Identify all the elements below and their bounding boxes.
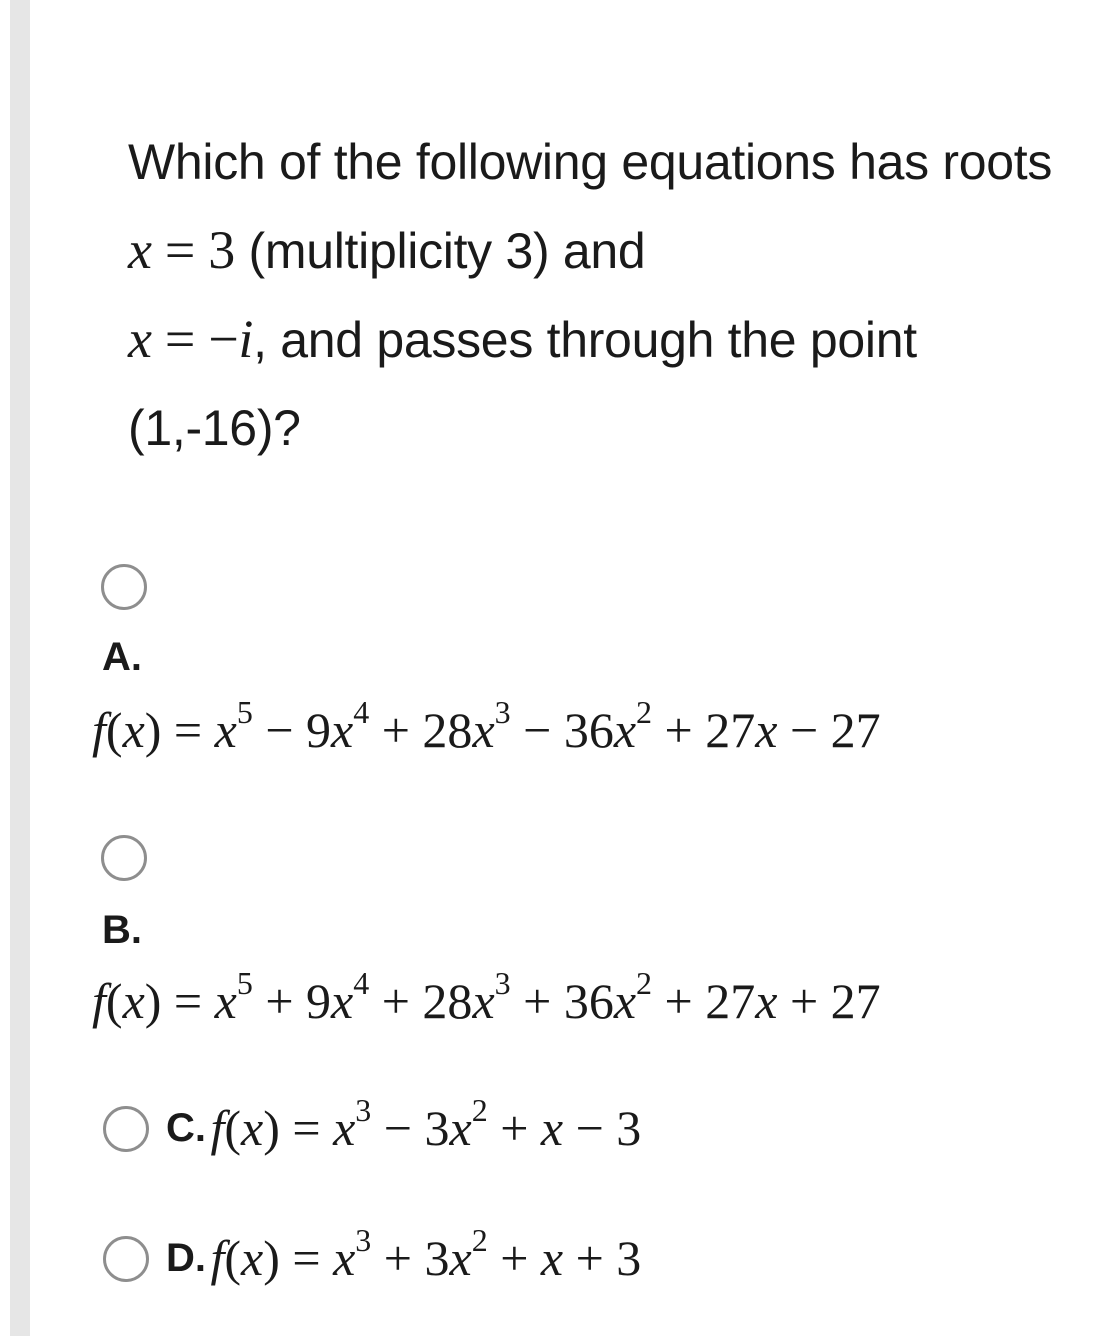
- root1-math: [128, 220, 235, 280]
- option-d-radio[interactable]: [103, 1236, 149, 1282]
- question-part-1: Which of the following equations has roots: [128, 134, 1053, 190]
- option-b-letter: B.: [102, 908, 142, 952]
- question-text: [128, 118, 1088, 472]
- option-a-letter: A.: [102, 635, 142, 679]
- question-part-2: (multiplicity 3) and: [234, 223, 646, 279]
- root2-variable: x: [128, 309, 152, 369]
- option-c-letter: C.: [166, 1106, 206, 1150]
- option-d-row[interactable]: [166, 1222, 642, 1288]
- option-b-formula[interactable]: $f(x) = x^5 + 9x^4 + 28x^3 + 36x^2 + 27x + 27$: [92, 965, 881, 1029]
- option-c-formula: $f(x) = x^3 - 3x^2 + x - 3$: [210, 1092, 642, 1156]
- option-d-formula: $f(x) = x^3 + 3x^2 + x + 3$: [210, 1222, 642, 1286]
- option-b-radio[interactable]: [101, 835, 147, 881]
- option-c-radio[interactable]: [103, 1106, 149, 1152]
- root1-variable: x: [128, 220, 152, 280]
- option-a-formula[interactable]: $f(x) = x^5 - 9x^4 + 28x^3 - 36x^2 + 27x - 27$: [92, 694, 881, 758]
- root2-imaginary: i: [238, 309, 254, 369]
- option-c-row[interactable]: [166, 1092, 642, 1158]
- question-part-3: , and passes through the point (1,-16)?: [128, 312, 917, 456]
- left-scroll-bar: [10, 0, 30, 1336]
- root2-math: [128, 309, 253, 369]
- option-a-radio[interactable]: [101, 564, 147, 610]
- root2-equals: = −: [151, 309, 239, 369]
- root1-value: = 3: [151, 220, 235, 280]
- option-d-letter: D.: [166, 1236, 206, 1280]
